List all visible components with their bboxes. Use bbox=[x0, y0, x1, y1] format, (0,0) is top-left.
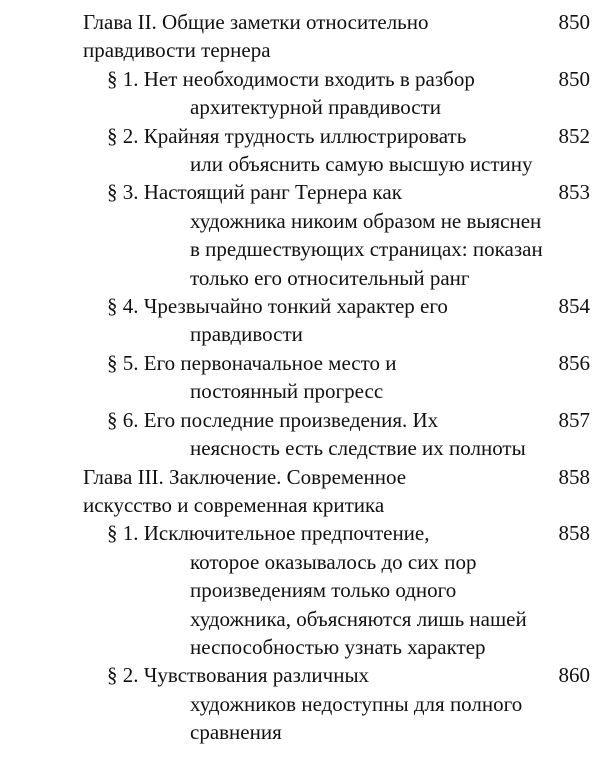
toc-entry-line: § 3. Настоящий ранг Тернера как bbox=[107, 180, 402, 205]
toc-entry-line: сравнения bbox=[190, 720, 282, 745]
toc-chapter-entry bbox=[0, 463, 596, 520]
toc-entry-line: § 1. Нет необходимости входить в разбор bbox=[107, 66, 475, 91]
toc-page-number: 853 bbox=[558, 180, 590, 205]
toc-entry-title bbox=[107, 65, 527, 122]
toc-entry-line: правдивости тернера bbox=[83, 38, 271, 63]
toc-entry-line: только его относительный ранг bbox=[190, 265, 470, 290]
toc-entry-line: архитектурной правдивости bbox=[190, 95, 442, 120]
toc-section-entry bbox=[0, 519, 596, 661]
toc-page-number: 854 bbox=[558, 294, 590, 319]
toc-entry-line: художника никоим образом не выяснен bbox=[190, 208, 542, 233]
toc-section-entry bbox=[0, 292, 596, 349]
toc-entry-title bbox=[107, 661, 527, 746]
toc-entry-title bbox=[107, 349, 527, 406]
toc-entry-line: неясность есть следствие их полноты bbox=[190, 436, 526, 461]
toc-entry-title bbox=[107, 292, 527, 349]
toc-entry-line: § 1. Исключительное предпочтение, bbox=[107, 521, 430, 546]
toc-entry-title bbox=[107, 122, 533, 179]
toc-entry-line: художников недоступны для полного bbox=[190, 691, 523, 716]
toc-section-entry bbox=[0, 406, 596, 463]
toc-section-entry bbox=[0, 65, 596, 122]
toc-entry-line: § 4. Чрезвычайно тонкий характер его bbox=[107, 294, 448, 319]
toc-page-number: 850 bbox=[558, 66, 590, 91]
toc-entry-title bbox=[107, 406, 527, 463]
toc-page-number: 850 bbox=[558, 10, 590, 34]
toc-entry-line: в предшествующих страницах: показан bbox=[190, 237, 543, 262]
toc-entry-line: § 6. Его последние произведения. Их bbox=[107, 407, 439, 432]
toc-section-entry bbox=[0, 178, 596, 292]
toc-entry-line: которое оказывалось до сих пор bbox=[190, 549, 477, 574]
toc-page-number: 858 bbox=[558, 464, 590, 489]
toc-chapter-entry bbox=[0, 8, 596, 65]
toc-section-entry bbox=[0, 349, 596, 406]
toc-entry-line: произведениям только одного bbox=[190, 578, 457, 603]
toc-entry-line: правдивости bbox=[190, 322, 303, 347]
toc-entry-line: или объяснить самую высшую истину bbox=[190, 152, 533, 177]
toc-entry-title bbox=[83, 8, 503, 65]
toc-page-number: 860 bbox=[558, 663, 590, 688]
toc-entry-line: Глава III. Заключение. Современное bbox=[83, 464, 407, 489]
toc-entry-title bbox=[107, 519, 527, 661]
toc-entry-line: § 2. Крайняя трудность иллюстрировать bbox=[107, 123, 467, 148]
toc-page-number: 857 bbox=[558, 407, 590, 432]
toc-page-number: 856 bbox=[558, 350, 590, 375]
toc-page-number: 852 bbox=[558, 123, 590, 148]
toc-entry-title bbox=[107, 178, 543, 292]
toc-entry-line: постоянный прогресс bbox=[190, 379, 384, 404]
toc-entry-line: § 5. Его первоначальное место и bbox=[107, 350, 397, 375]
toc-entry-line: Глава II. Общие заметки относительно bbox=[83, 10, 429, 34]
toc-entry-line: искусство и современная критика bbox=[83, 492, 385, 517]
toc-entry-line: художника, объясняются лишь нашей bbox=[190, 606, 527, 631]
toc-entry-title bbox=[83, 463, 503, 520]
toc-entry-line: § 2. Чувствования различных bbox=[107, 663, 370, 688]
toc-section-entry bbox=[0, 122, 596, 179]
table-of-contents bbox=[0, 8, 596, 747]
toc-page-number: 858 bbox=[558, 521, 590, 546]
toc-section-entry bbox=[0, 661, 596, 746]
toc-entry-line: неспособностью узнать характер bbox=[190, 634, 486, 659]
